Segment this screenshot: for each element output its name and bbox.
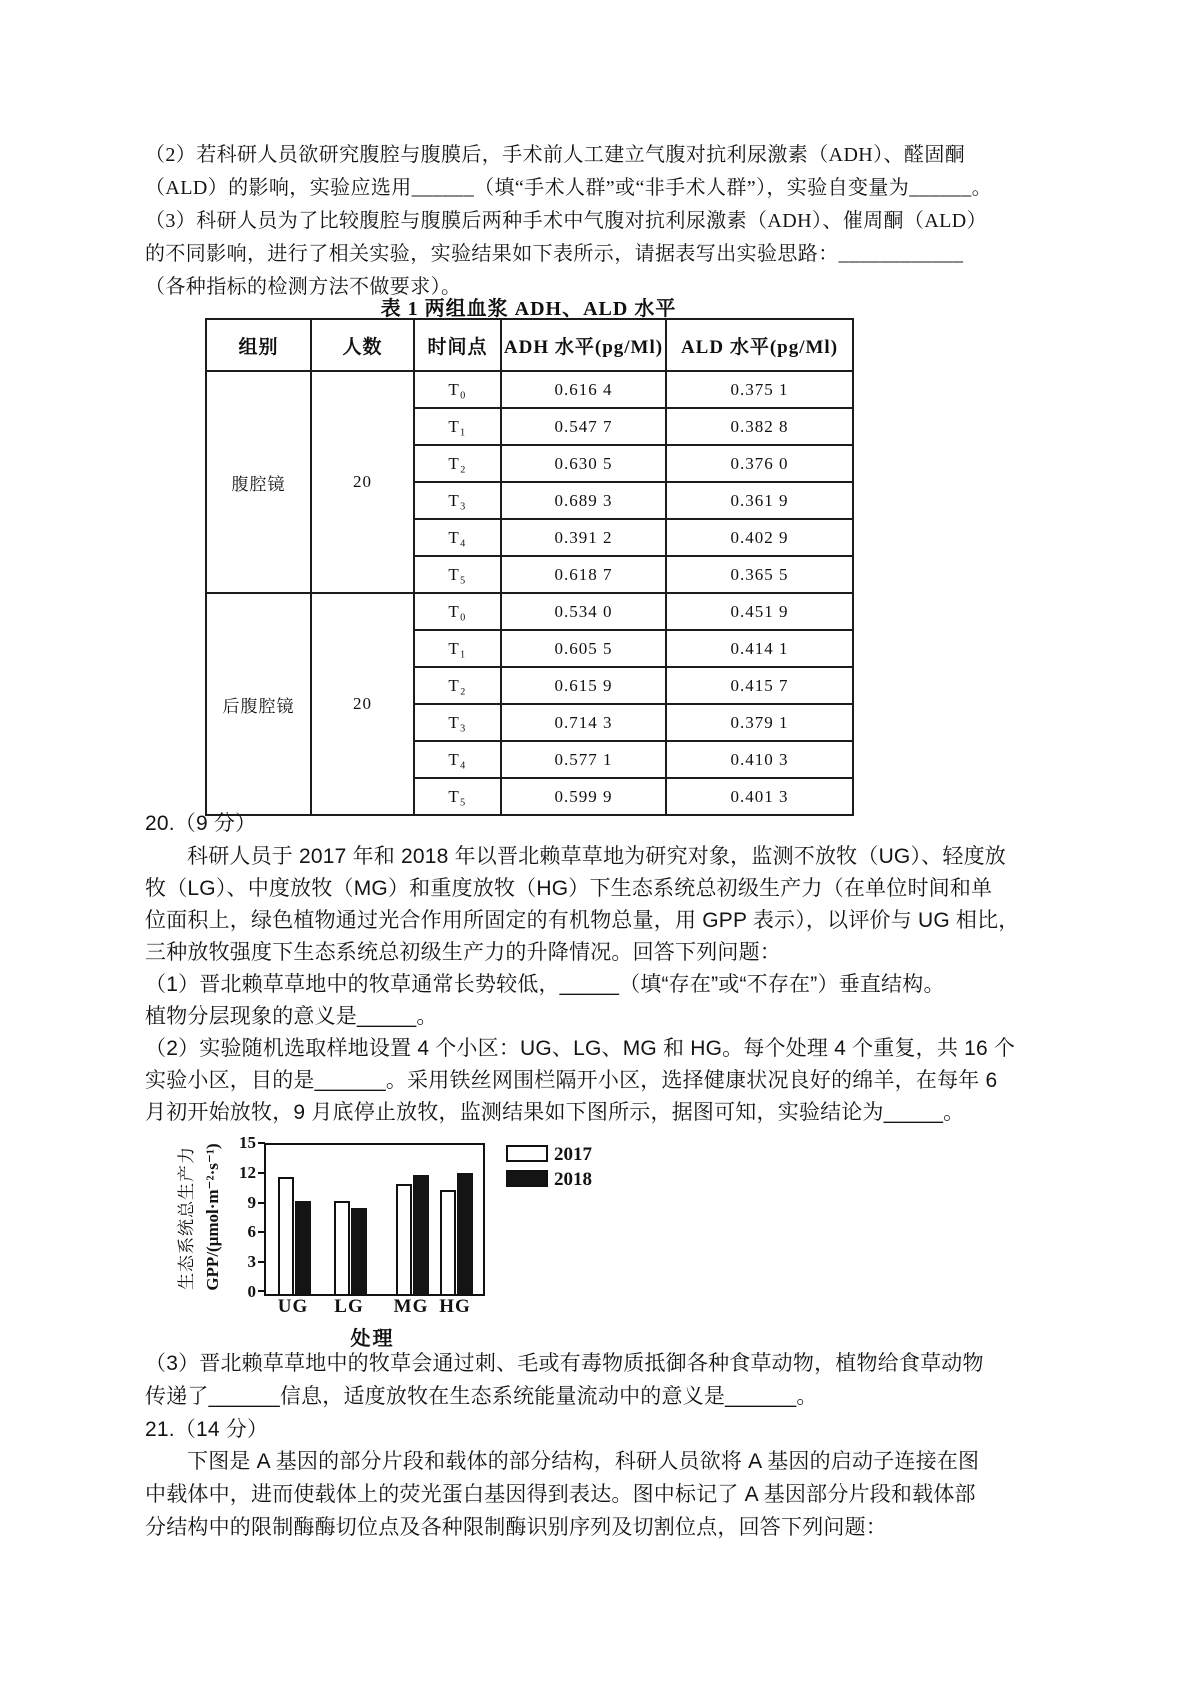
- cell-ald: 0.361 9: [666, 482, 853, 519]
- cell-ald: 0.376 0: [666, 445, 853, 482]
- y-tick-label: 6: [247, 1222, 256, 1241]
- bar-2018-HG: [457, 1173, 473, 1294]
- cell-adh: 0.714 3: [501, 704, 666, 741]
- plot-area: [264, 1143, 485, 1296]
- table-row: [206, 593, 853, 630]
- text-line: 三种放牧强度下生态系统总初级生产力的升降情况。回答下列问题：: [145, 941, 781, 964]
- cell-ald: 0.410 3: [666, 741, 853, 778]
- y-tick-label: 15: [239, 1133, 256, 1152]
- col-header-count: 人数: [311, 319, 414, 371]
- y-axis-label-line1: 生态系统总生产力: [177, 1146, 196, 1290]
- cell-group-count: 20: [311, 593, 414, 815]
- cell-timepoint: T₅: [414, 556, 501, 593]
- y-tick-label: 0: [247, 1282, 256, 1301]
- cell-group-name: 后腹腔镜: [206, 593, 311, 815]
- bar-2018-MG: [413, 1175, 429, 1294]
- text-line: 科研人员于 2017 年和 2018 年以晋北赖草草地为研究对象，监测不放牧（UG）、轻度放: [187, 845, 1006, 868]
- cell-timepoint: T₄: [414, 519, 501, 556]
- cell-timepoint: T₄: [414, 741, 501, 778]
- cell-adh: 0.534 0: [501, 593, 666, 630]
- cell-timepoint: T₃: [414, 704, 501, 741]
- legend-label-2018: 2018: [554, 1169, 592, 1190]
- cell-timepoint: T₀: [414, 371, 501, 408]
- text-line: 位面积上，绿色植物通过光合作用所固定的有机物总量，用 GPP 表示），以评价与 UG 相比，: [145, 909, 1020, 932]
- table-row: [206, 371, 853, 408]
- y-tick-label: 3: [247, 1252, 256, 1271]
- cell-adh: 0.618 7: [501, 556, 666, 593]
- bar-2017-UG: [278, 1177, 294, 1294]
- col-header-group: 组别: [206, 319, 311, 371]
- cell-adh: 0.547 7: [501, 408, 666, 445]
- text-line: 实验小区，目的是______。采用铁丝网围栏隔开小区，选择健康状况良好的绵羊，在每年 6: [145, 1069, 998, 1092]
- question-20-number: 20.（9 分）: [145, 812, 257, 835]
- legend-label-2017: 2017: [554, 1144, 592, 1165]
- text-line: （2）实验随机选取样地设置 4 个小区：UG、LG、MG 和 HG。每个处理 4 个重复，共 16 个: [145, 1037, 1016, 1060]
- cell-timepoint: T₁: [414, 630, 501, 667]
- y-tick-label: 9: [247, 1193, 256, 1212]
- cell-timepoint: T₂: [414, 667, 501, 704]
- cell-adh: 0.577 1: [501, 741, 666, 778]
- cell-adh: 0.630 5: [501, 445, 666, 482]
- bar-2018-LG: [351, 1208, 367, 1294]
- cell-timepoint: T₀: [414, 593, 501, 630]
- bar-2017-HG: [440, 1190, 456, 1294]
- y-tick-label: 12: [239, 1163, 256, 1182]
- cell-adh: 0.391 2: [501, 519, 666, 556]
- cell-timepoint: T₅: [414, 778, 501, 815]
- text-line: （各种指标的检测方法不做要求）。: [145, 276, 462, 298]
- cell-timepoint: T₁: [414, 408, 501, 445]
- cell-group-count: 20: [311, 371, 414, 593]
- y-axis-label-line2: GPP/(μmol·m⁻²·s⁻¹): [203, 1143, 222, 1291]
- cell-group-name: 腹腔镜: [206, 371, 311, 593]
- text-line: 月初开始放牧，9 月底停止放牧，监测结果如下图所示，据图可知，实验结论为_____。: [145, 1101, 965, 1124]
- col-header-timepoint: 时间点: [414, 319, 501, 371]
- table-header-row: [206, 319, 853, 371]
- text-line: 分结构中的限制酶酶切位点及各种限制酶识别序列及切割位点，回答下列问题：: [145, 1516, 887, 1539]
- cell-ald: 0.379 1: [666, 704, 853, 741]
- legend-swatch-2018: [506, 1170, 548, 1187]
- x-tick-label: HG: [439, 1296, 471, 1317]
- col-header-ald: ALD 水平(pg/Ml): [666, 319, 853, 371]
- cell-adh: 0.615 9: [501, 667, 666, 704]
- cell-adh: 0.599 9: [501, 778, 666, 815]
- cell-ald: 0.365 5: [666, 556, 853, 593]
- text-line: 植物分层现象的意义是_____。: [145, 1005, 438, 1028]
- bar-2017-LG: [334, 1201, 350, 1294]
- cell-ald: 0.375 1: [666, 371, 853, 408]
- x-axis-label: 处理: [350, 1328, 395, 1350]
- cell-ald: 0.414 1: [666, 630, 853, 667]
- text-line: （1）晋北赖草草地中的牧草通常长势较低，_____（填“存在”或“不存在”）垂直结构。: [145, 973, 945, 996]
- col-header-adh: ADH 水平(pg/Ml): [501, 319, 666, 371]
- cell-adh: 0.605 5: [501, 630, 666, 667]
- text-line: （3）科研人员为了比较腹腔与腹膜后两种手术中气腹对抗利尿激素（ADH）、催周酮（ALD）: [145, 210, 988, 232]
- cell-ald: 0.451 9: [666, 593, 853, 630]
- text-line: 下图是 A 基因的部分片段和载体的部分结构，科研人员欲将 A 基因的启动子连接在图: [187, 1450, 980, 1473]
- text-line: （ALD）的影响，实验应选用______（填“手术人群”或“非手术人群”），实验自变量为______。: [145, 177, 993, 199]
- text-line: （2）若科研人员欲研究腹腔与腹膜后，手术前人工建立气腹对抗利尿激素（ADH）、醛固酮: [145, 144, 966, 166]
- x-tick-label: LG: [334, 1296, 364, 1317]
- adh-ald-table: [205, 318, 854, 816]
- text-line: 中载体中，进而使载体上的荧光蛋白基因得到表达。图中标记了 A 基因部分片段和载体部: [145, 1483, 976, 1506]
- cell-timepoint: T₂: [414, 445, 501, 482]
- cell-ald: 0.415 7: [666, 667, 853, 704]
- table-title: 表 1 两组血浆 ADH、ALD 水平: [380, 298, 677, 320]
- cell-ald: 0.402 9: [666, 519, 853, 556]
- text-line: 的不同影响，进行了相关实验，实验结果如下表所示，请据表写出实验思路：____________: [145, 243, 964, 265]
- bar-2017-MG: [396, 1184, 412, 1294]
- cell-ald: 0.401 3: [666, 778, 853, 815]
- cell-adh: 0.689 3: [501, 482, 666, 519]
- cell-timepoint: T₃: [414, 482, 501, 519]
- question-21-number: 21.（14 分）: [145, 1418, 269, 1441]
- bar-2018-UG: [295, 1201, 311, 1294]
- text-line: （3）晋北赖草草地中的牧草会通过刺、毛或有毒物质抵御各种食草动物，植物给食草动物: [145, 1352, 984, 1375]
- x-tick-label: MG: [393, 1296, 429, 1317]
- legend-swatch-2017: [506, 1145, 548, 1162]
- cell-adh: 0.616 4: [501, 371, 666, 408]
- gpp-bar-chart: [160, 1133, 620, 1350]
- text-line: 牧（LG）、中度放牧（MG）和重度放牧（HG）下生态系统总初级生产力（在单位时间和单: [145, 877, 993, 900]
- cell-ald: 0.382 8: [666, 408, 853, 445]
- x-tick-label: UG: [277, 1296, 309, 1317]
- text-line: 传递了______信息，适度放牧在生态系统能量流动中的意义是______。: [145, 1385, 818, 1408]
